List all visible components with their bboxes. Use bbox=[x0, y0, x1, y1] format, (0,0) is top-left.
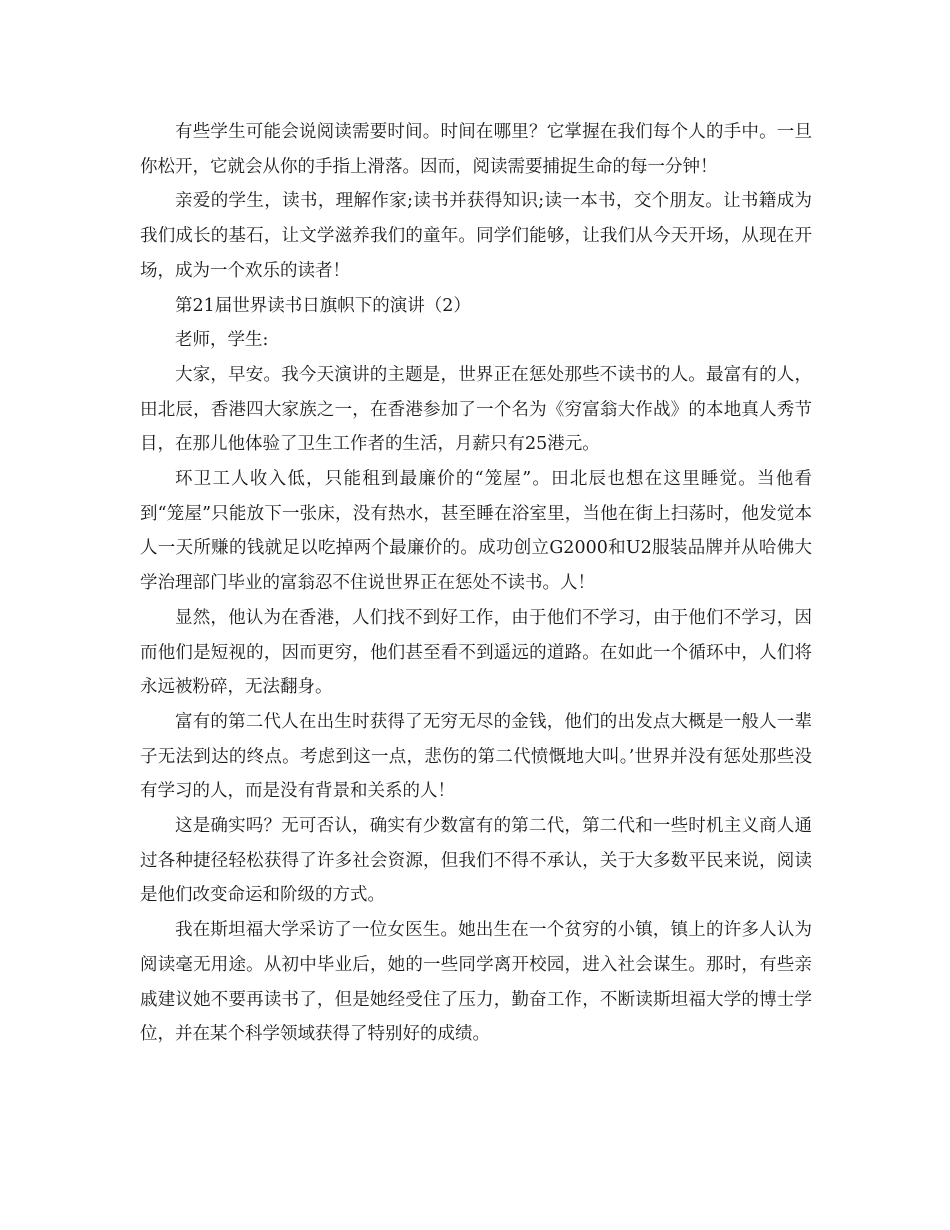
paragraph-is-it-true: 这是确实吗？无可否认，确实有少数富有的第二代，第二代和一些时机主义商人通过各种捷径轻松获得了许多社会资源，但我们不得不承认，关于大多数平民来说，阅读是他们改变命运和阶级的方式。 bbox=[140, 816, 812, 906]
paragraph-hong-kong-cycle: 显然，他认为在香港，人们找不到好工作，由于他们不学习，由于他们不学习，因而他们是短视的，因而更穷，他们甚至看不到遥远的道路。在如此一个循环中，人们将永远被粉碎，无法翻身。 bbox=[140, 607, 812, 698]
paragraph-cage-home: 环卫工人收入低，只能租到最廉价的“笼屋”。田北辰也想在这里睡觉。当他看到“笼屋”只能放下一张床，没有热水，甚至睡在浴室里，当他在街上扫荡时，他发觉本人一天所赚的钱就足以吃掉两个最廉价的。成功创立G2000和U2服装品牌并从哈佛大学治理部门毕业的富翁忍不住说世界正在惩处不读书。人！ bbox=[140, 469, 812, 594]
paragraph-stanford-doctor: 我在斯坦福大学采访了一位女医生。她出生在一个贫穷的小镇，镇上的许多人认为阅读毫无用途。从初中毕业后，她的一些同学离开校园，进入社会谋生。那时，有些亲戚建议她不要再读书了，但是她经受住了压力，勤奋工作，不断读斯坦福大学的博士学位，并在某个科学领域获得了特别好的成绩。 bbox=[140, 920, 812, 1045]
paragraph-dear-students: 亲爱的学生，读书，理解作家;读书并获得知识;读一本书，交个朋友。让书籍成为我们成长的基石，让文学滋养我们的童年。同学们能够，让我们从今天开场，从现在开场，成为一个欢乐的读者！ bbox=[140, 191, 812, 281]
section-heading: 第21届世界读书日旗帜下的演讲（2） bbox=[175, 295, 471, 316]
document-body bbox=[140, 115, 812, 1052]
salutation: 老师，学生: bbox=[175, 330, 269, 351]
paragraph-speech-theme: 大家，早安。我今天演讲的主题是，世界正在惩处那些不读书的人。最富有的人，田北辰，香港四大家族之一，在香港参加了一个名为《穷富翁大作战》的本地真人秀节目，在那儿他体验了卫生工作者的生活，月薪只有25港元。 bbox=[140, 364, 812, 455]
paragraph-rich-second-generation: 富有的第二代人在出生时获得了无穷无尽的金钱，他们的出发点大概是一般人一辈子无法到达的终点。考虑到这一点，悲伤的第二代愤慨地大叫。’世界并没有惩处那些没有学习的人，而是没有背景和关系的人！ bbox=[140, 711, 812, 802]
paragraph-reading-time: 有些学生可能会说阅读需要时间。时间在哪里？它掌握在我们每个人的手中。一旦你松开，它就会从你的手指上滑落。因而，阅读需要捕捉生命的每一分钟！ bbox=[140, 122, 812, 177]
